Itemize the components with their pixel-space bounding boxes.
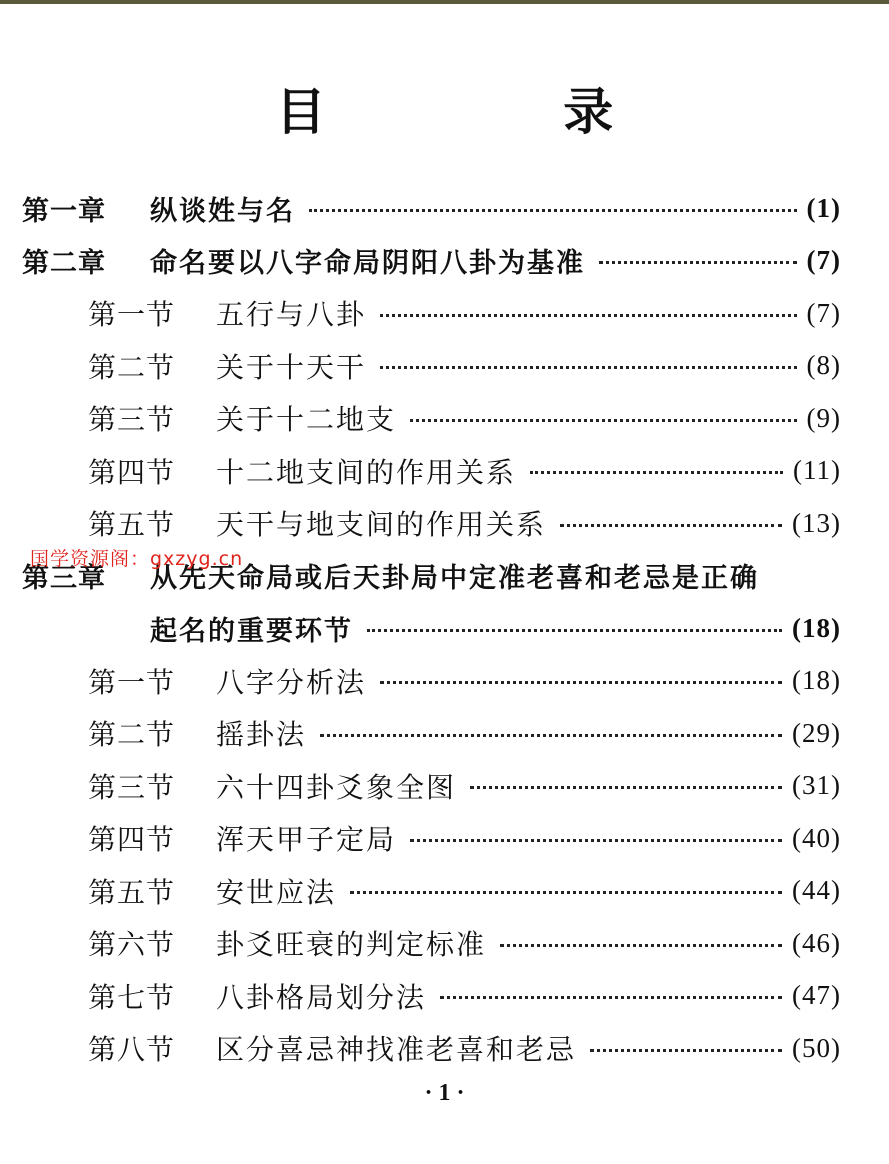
toc-chapter-2 bbox=[0, 235, 889, 288]
toc-page-number: (7) bbox=[806, 245, 841, 276]
table-of-contents bbox=[0, 182, 889, 1075]
toc-section-3-2 bbox=[0, 707, 889, 760]
leader-dots bbox=[367, 629, 782, 632]
toc-heading: 天干与地支间的作用关系 bbox=[216, 508, 547, 542]
toc-label: 第一节 bbox=[88, 665, 176, 699]
toc-heading: 六十四卦爻象全图 bbox=[216, 770, 457, 804]
toc-label: 第五节 bbox=[88, 508, 176, 542]
toc-page-number: (31) bbox=[792, 770, 841, 801]
toc-heading: 命名要以八字命局阴阳八卦为基准 bbox=[150, 248, 585, 280]
toc-heading: 浑天甲子定局 bbox=[216, 823, 397, 857]
toc-label: 第三节 bbox=[88, 770, 176, 804]
leader-dots bbox=[410, 419, 797, 422]
leader-dots bbox=[380, 314, 797, 317]
toc-section-3-6 bbox=[0, 917, 889, 970]
leader-dots bbox=[380, 366, 797, 369]
toc-page-number: (46) bbox=[792, 927, 841, 958]
leader-dots bbox=[500, 944, 782, 947]
toc-section-3-8 bbox=[0, 1022, 889, 1075]
toc-label: 第一章 bbox=[22, 195, 106, 227]
toc-label: 第三章 bbox=[22, 563, 106, 595]
toc-section-2-5 bbox=[0, 497, 889, 550]
top-border-rule bbox=[0, 0, 889, 4]
toc-section-3-1 bbox=[0, 655, 889, 708]
leader-dots bbox=[440, 996, 782, 999]
watermark-text: 国学资源阁：gxzyg.cn bbox=[30, 548, 244, 570]
toc-label: 第四节 bbox=[88, 823, 176, 857]
toc-chapter-3-continuation bbox=[0, 602, 889, 655]
toc-section-2-2 bbox=[0, 340, 889, 393]
toc-heading: 八卦格局划分法 bbox=[216, 980, 427, 1014]
leader-dots bbox=[530, 471, 783, 474]
toc-heading: 起名的重要环节 bbox=[150, 615, 353, 647]
toc-heading: 五行与八卦 bbox=[216, 298, 367, 332]
leader-dots bbox=[590, 1049, 782, 1052]
toc-heading: 纵谈姓与名 bbox=[150, 195, 295, 227]
toc-section-2-4 bbox=[0, 445, 889, 498]
toc-page-number: (11) bbox=[793, 455, 841, 486]
toc-heading: 摇卦法 bbox=[216, 718, 307, 752]
toc-page-number: (8) bbox=[806, 350, 841, 381]
leader-dots bbox=[320, 734, 782, 737]
leader-dots bbox=[380, 681, 782, 684]
toc-heading: 卦爻旺衰的判定标准 bbox=[216, 928, 487, 962]
toc-page-number: (18) bbox=[792, 665, 841, 696]
toc-page-number: (40) bbox=[792, 822, 841, 853]
toc-label: 第二节 bbox=[88, 718, 176, 752]
toc-section-3-7 bbox=[0, 970, 889, 1023]
leader-dots bbox=[309, 209, 797, 212]
toc-label: 第二章 bbox=[22, 248, 106, 280]
leader-dots bbox=[410, 839, 782, 842]
toc-chapter-1 bbox=[0, 182, 889, 235]
toc-page-number: (9) bbox=[806, 402, 841, 433]
toc-heading: 安世应法 bbox=[216, 875, 337, 909]
toc-label: 第八节 bbox=[88, 1033, 176, 1067]
toc-label: 第二节 bbox=[88, 350, 176, 384]
toc-page-number: (44) bbox=[792, 875, 841, 906]
toc-section-3-5 bbox=[0, 865, 889, 918]
toc-label: 第六节 bbox=[88, 928, 176, 962]
toc-heading: 关于十二地支 bbox=[216, 403, 397, 437]
toc-page-number: (13) bbox=[792, 507, 841, 538]
toc-label: 第三节 bbox=[88, 403, 176, 437]
toc-section-3-4 bbox=[0, 812, 889, 865]
leader-dots bbox=[560, 524, 782, 527]
toc-heading: 关于十天干 bbox=[216, 350, 367, 384]
leader-dots bbox=[350, 891, 782, 894]
toc-label: 第一节 bbox=[88, 298, 176, 332]
toc-page-number: (1) bbox=[806, 192, 841, 223]
toc-heading: 区分喜忌神找准老喜和老忌 bbox=[216, 1033, 577, 1067]
toc-page-number: (50) bbox=[792, 1032, 841, 1063]
toc-heading: 从先天命局或后天卦局中定准老喜和老忌是正确 bbox=[150, 563, 759, 595]
toc-label: 第七节 bbox=[88, 980, 176, 1014]
toc-page-number: (29) bbox=[792, 717, 841, 748]
toc-page-number: (47) bbox=[792, 980, 841, 1011]
toc-section-2-1 bbox=[0, 287, 889, 340]
leader-dots bbox=[599, 261, 797, 264]
toc-section-3-3 bbox=[0, 760, 889, 813]
toc-page-number: (18) bbox=[792, 612, 841, 643]
toc-label: 第四节 bbox=[88, 455, 176, 489]
leader-dots bbox=[470, 786, 782, 789]
toc-label: 第五节 bbox=[88, 875, 176, 909]
footer-page-number: · 1 · bbox=[424, 1080, 465, 1106]
page-title: 目 录 bbox=[275, 82, 724, 141]
toc-page-number: (7) bbox=[806, 297, 841, 328]
toc-heading: 十二地支间的作用关系 bbox=[216, 455, 517, 489]
toc-section-2-3 bbox=[0, 392, 889, 445]
toc-heading: 八字分析法 bbox=[216, 665, 367, 699]
